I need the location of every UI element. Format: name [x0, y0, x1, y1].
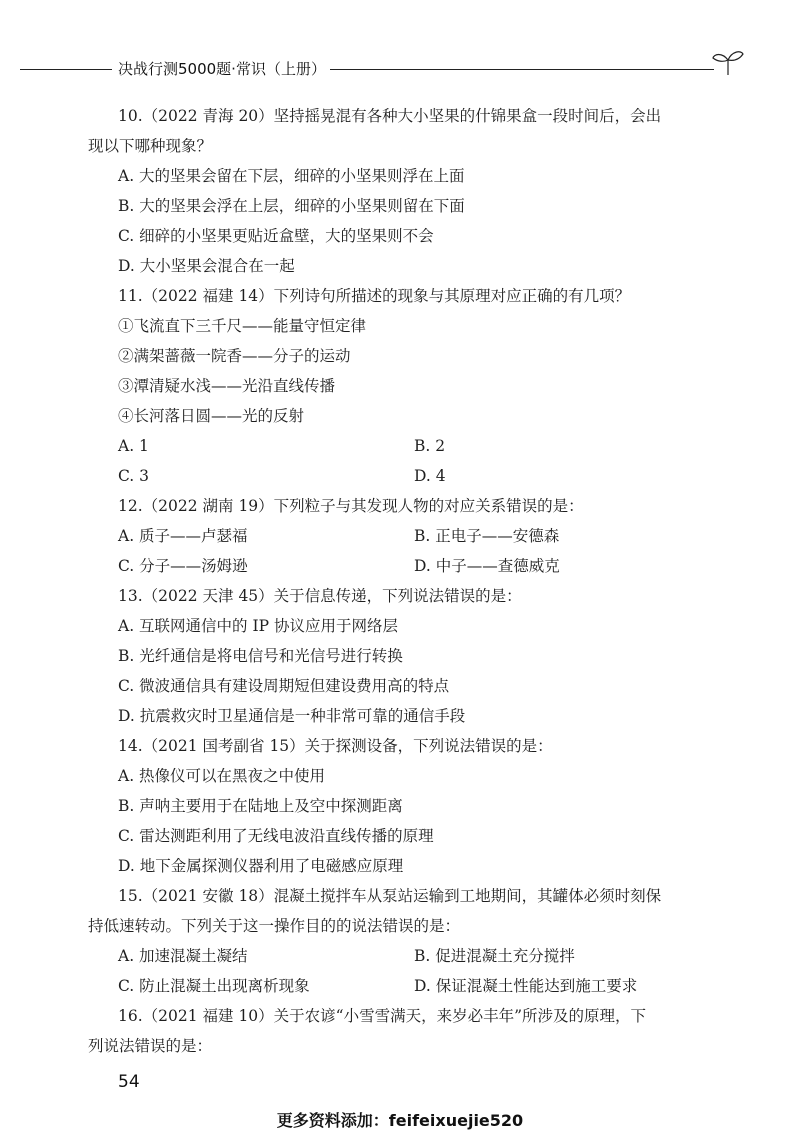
question-13-option-a: A. 互联网通信中的 IP 协议应用于网络层: [118, 617, 398, 635]
question-13-option-d: D. 抗震救灾时卫星通信是一种非常可靠的通信手段: [118, 707, 466, 725]
question-12-option-a: A. 质子——卢瑟福: [118, 527, 248, 545]
question-15-option-a: A. 加速混凝土凝结: [118, 947, 248, 965]
question-12-stem: 12.（2022 湖南 19）下列粒子与其发现人物的对应关系错误的是：: [118, 497, 584, 515]
footer-contact: 更多资料添加：feifeixuejie520: [276, 1111, 524, 1130]
question-14-option-c: C. 雷达测距利用了无线电波沿直线传播的原理: [118, 827, 434, 845]
question-14-stem: 14.（2021 国考副省 15）关于探测设备，下列说法错误的是：: [118, 737, 553, 755]
question-13-option-b: B. 光纤通信是将电信号和光信号进行转换: [118, 647, 403, 665]
question-11-item-3: ③潭清疑水浅——光沿直线传播: [118, 377, 336, 395]
question-10-option-a: A. 大的坚果会留在下层，细碎的小坚果则浮在上面: [118, 167, 465, 185]
question-11-item-2: ②满架蔷薇一院香——分子的运动: [118, 347, 351, 365]
question-10-option-d: D. 大小坚果会混合在一起: [118, 257, 295, 275]
question-11-option-b: B. 2: [414, 437, 446, 455]
question-15-option-d: D. 保证混凝土性能达到施工要求: [414, 977, 638, 995]
question-15-stem-line-2: 持低速转动。下列关于这一操作目的的说法错误的是：: [88, 917, 461, 935]
question-12-option-b: B. 正电子——安德森: [414, 527, 560, 545]
running-header: [20, 56, 760, 82]
question-15-stem-line-1: 15.（2021 安徽 18）混凝土搅拌车从泵站运输到工地期间，其罐体必须时刻保: [118, 887, 662, 905]
question-15-option-b: B. 促进混凝土充分搅拌: [414, 947, 575, 965]
question-14-option-d: D. 地下金属探测仪器利用了电磁感应原理: [118, 857, 404, 875]
question-11-item-4: ④长河落日圆——光的反射: [118, 407, 305, 425]
question-12-option-c: C. 分子——汤姆逊: [118, 557, 248, 575]
question-15-option-c: C. 防止混凝土出现离析现象: [118, 977, 310, 995]
header-rule-left: [20, 69, 112, 70]
question-11-item-1: ①飞流直下三千尺——能量守恒定律: [118, 317, 367, 335]
question-11-option-c: C. 3: [118, 467, 150, 485]
question-10-stem-line-1: 10.（2022 青海 20）坚持摇晃混有各种大小坚果的什锦果盒一段时间后，会出: [118, 107, 662, 125]
header-title: 决战行测5000题·常识（上册）: [118, 60, 326, 78]
question-10-option-c: C. 细碎的小坚果更贴近盒壁，大的坚果则不会: [118, 227, 434, 245]
question-11-stem: 11.（2022 福建 14）下列诗句所描述的现象与其原理对应正确的有几项？: [118, 287, 631, 305]
question-13-option-c: C. 微波通信具有建设周期短但建设费用高的特点: [118, 677, 450, 695]
question-13-stem: 13.（2022 天津 45）关于信息传递，下列说法错误的是：: [118, 587, 522, 605]
question-11-option-d: D. 4: [414, 467, 446, 485]
question-14-option-b: B. 声呐主要用于在陆地上及空中探测距离: [118, 797, 403, 815]
header-rule-right: [330, 69, 714, 70]
question-16-stem-line-2: 列说法错误的是：: [88, 1037, 213, 1055]
question-11-option-a: A. 1: [118, 437, 149, 455]
question-10-stem-line-2: 现以下哪种现象？: [88, 137, 213, 155]
question-12-option-d: D. 中子——查德威克: [414, 557, 560, 575]
page-number: 54: [118, 1072, 140, 1092]
question-14-option-a: A. 热像仪可以在黑夜之中使用: [118, 767, 326, 785]
sprout-icon: [710, 48, 746, 76]
question-10-option-b: B. 大的坚果会浮在上层，细碎的小坚果则留在下面: [118, 197, 465, 215]
question-16-stem-line-1: 16.（2021 福建 10）关于农谚“小雪雪满天，来岁必丰年”所涉及的原理，下: [118, 1007, 647, 1025]
